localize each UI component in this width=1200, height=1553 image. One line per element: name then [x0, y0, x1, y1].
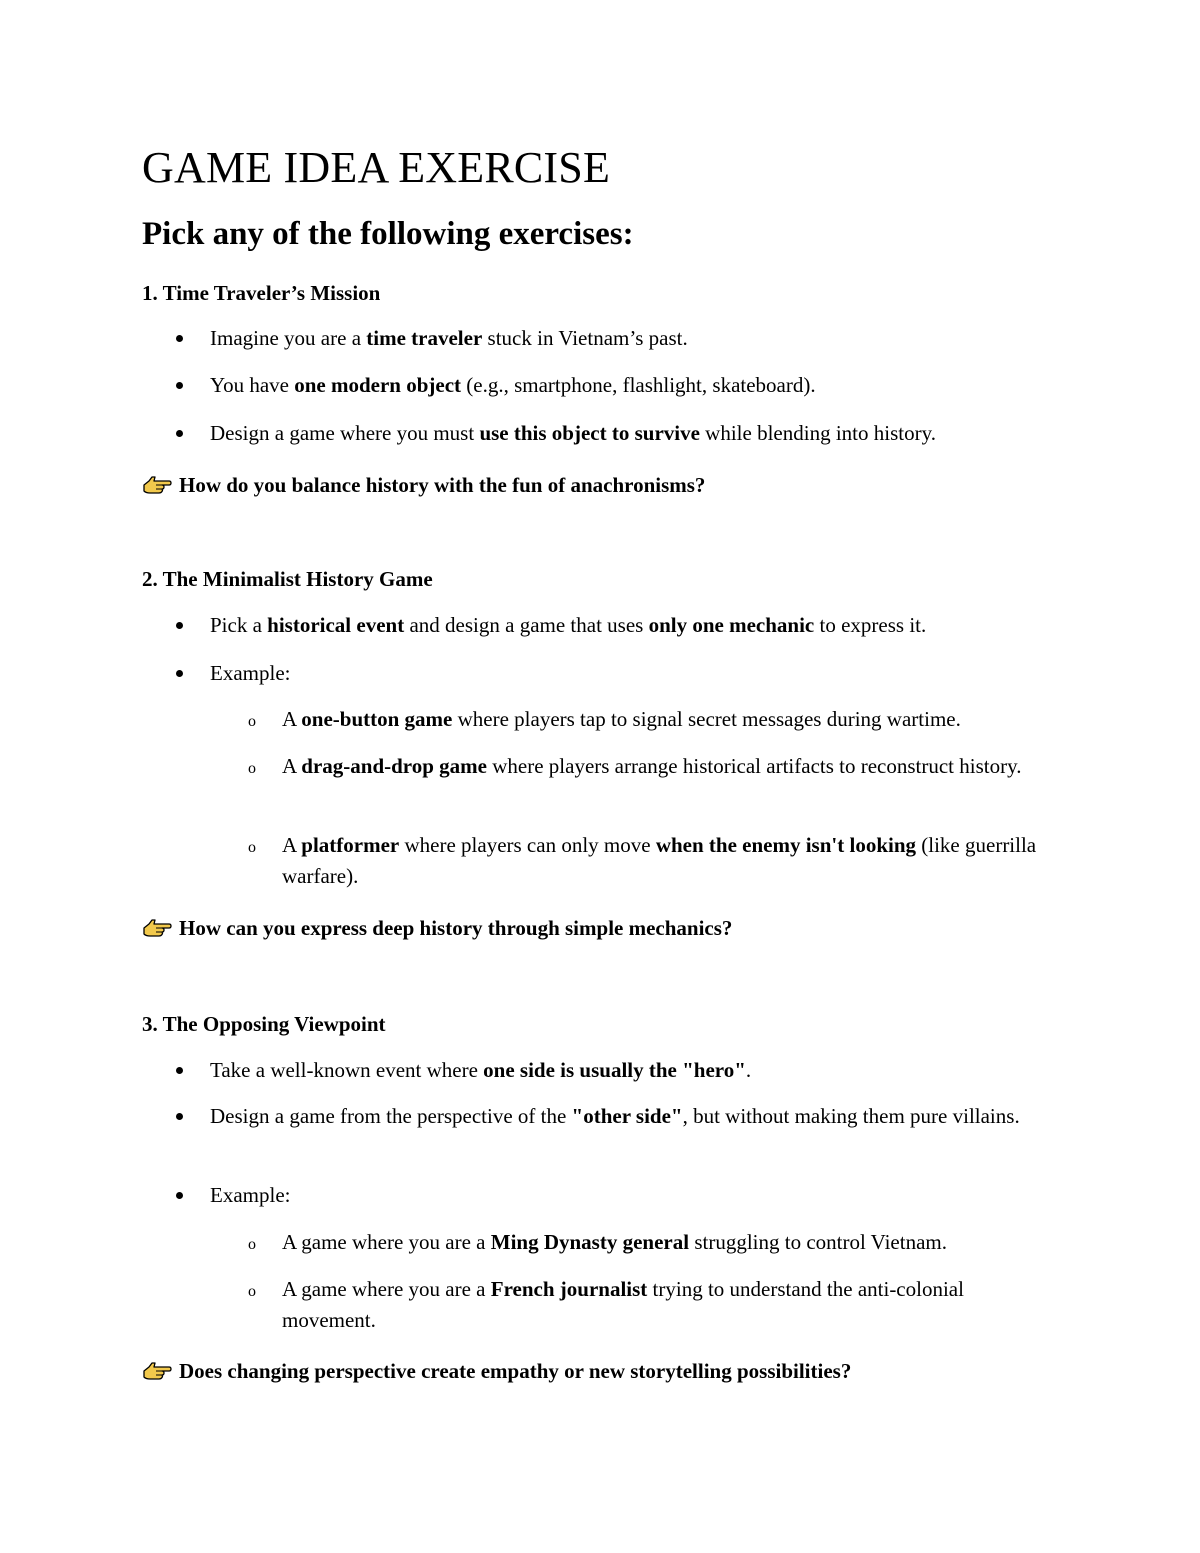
list-item-text: Pick a historical event and design a game that uses only one mechanic to express it. — [210, 613, 927, 637]
question-text: Does changing perspective create empathy or new storytelling possibilities? — [179, 1359, 852, 1383]
bullet-dot-icon — [176, 1192, 183, 1199]
sub-list-item-text: A drag-and-drop game where players arrange historical artifacts to reconstruct history. — [282, 754, 1022, 778]
bullet-dot-icon — [176, 622, 183, 629]
document-title: GAME IDEA EXERCISE — [142, 143, 611, 192]
document-subtitle: Pick any of the following exercises: — [142, 216, 634, 252]
reflection-question-2 — [142, 914, 732, 942]
sub-list-item-text: A game where you are a French journalist trying to understand the anti-colonial movement. — [282, 1277, 964, 1332]
sub-list-item-text: A platformer where players can only move when the enemy isn't looking (like guerrilla warfare). — [282, 833, 1037, 888]
reflection-question-1 — [142, 471, 705, 499]
bullet-dot-icon — [176, 335, 183, 342]
question-text: How can you express deep history through simple mechanics? — [179, 916, 733, 940]
pointing-hand-right-icon — [142, 474, 172, 496]
list-item-text: Imagine you are a time traveler stuck in Vietnam’s past. — [210, 326, 688, 350]
bullet-dot-icon — [176, 430, 183, 437]
circle-bullet-icon: o — [248, 1236, 256, 1253]
circle-bullet-icon: o — [248, 839, 256, 856]
circle-bullet-icon: o — [248, 713, 256, 730]
list-item-text: Example: — [210, 661, 291, 685]
section-heading-2: 2. The Minimalist History Game — [142, 567, 433, 591]
sub-list-item-text: A game where you are a Ming Dynasty general struggling to control Vietnam. — [282, 1230, 947, 1254]
list-item-text: Design a game where you must use this object to survive while blending into history. — [210, 421, 936, 445]
list-item-text: Design a game from the perspective of the "other side", but without making them pure villains. — [210, 1104, 1020, 1128]
list-item-text: Take a well-known event where one side is usually the "hero". — [210, 1058, 752, 1082]
list-item-text: You have one modern object (e.g., smartphone, flashlight, skateboard). — [210, 373, 816, 397]
reflection-question-3 — [142, 1357, 851, 1385]
sub-list-item-text: A one-button game where players tap to signal secret messages during wartime. — [282, 707, 961, 731]
section-heading-3: 3. The Opposing Viewpoint — [142, 1012, 386, 1036]
question-text: How do you balance history with the fun of anachronisms? — [179, 473, 706, 497]
pointing-hand-right-icon — [142, 1360, 172, 1382]
circle-bullet-icon: o — [248, 760, 256, 777]
list-item-text: Example: — [210, 1183, 291, 1207]
bullet-dot-icon — [176, 670, 183, 677]
bullet-dot-icon — [176, 1113, 183, 1120]
section-heading-1: 1. Time Traveler’s Mission — [142, 281, 381, 305]
pointing-hand-right-icon — [142, 917, 172, 939]
bullet-dot-icon — [176, 1067, 183, 1074]
bullet-dot-icon — [176, 382, 183, 389]
circle-bullet-icon: o — [248, 1283, 256, 1300]
